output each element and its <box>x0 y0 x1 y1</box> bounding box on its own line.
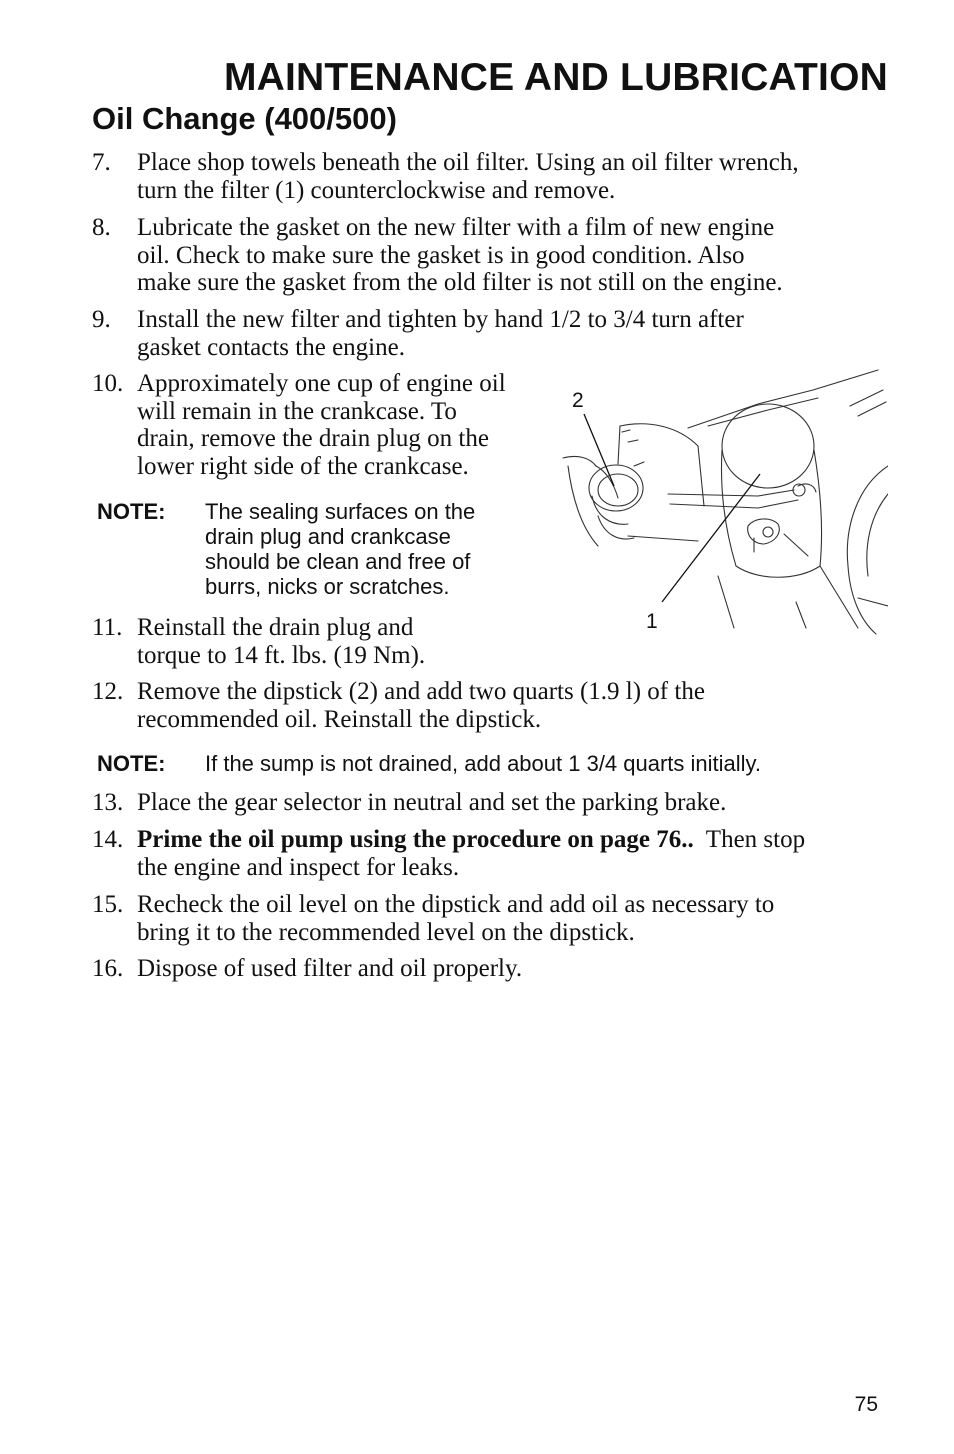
step-7 <box>92 149 799 204</box>
note-sump <box>97 751 761 776</box>
step-13 <box>92 789 726 817</box>
note-label: NOTE: <box>97 499 166 524</box>
step-text-line: will remain in the crankcase. To <box>137 397 457 425</box>
note-text-line: burrs, nicks or scratches. <box>205 574 450 599</box>
step-number: 11. <box>92 614 123 641</box>
step-text-line: Reinstall the drain plug and <box>137 614 414 641</box>
step-text-line: turn the filter (1) counterclockwise and remove. <box>137 176 616 204</box>
callout-label-filter: 1 <box>646 610 658 633</box>
step-14 <box>92 826 805 881</box>
step-15 <box>92 891 774 946</box>
step-text-line: recommended oil. Reinstall the dipstick. <box>137 705 542 733</box>
step-number: 14. <box>92 826 124 853</box>
step-text-line: Lubricate the gasket on the new filter with a film of new engine <box>137 214 775 241</box>
step-16 <box>92 955 522 983</box>
step-number: 16. <box>92 955 124 982</box>
engine-line-art <box>563 370 888 634</box>
callout-2-leader <box>584 414 614 486</box>
page-number: 75 <box>854 1393 878 1416</box>
callout-label-dipstick: 2 <box>572 389 584 412</box>
section-title: Oil Change (400/500) <box>92 101 397 136</box>
step-text-line: Approximately one cup of engine oil <box>137 370 506 397</box>
step-number: 10. <box>92 370 124 397</box>
step-12 <box>92 678 705 733</box>
chapter-title: MAINTENANCE AND LUBRICATION <box>223 56 888 99</box>
step-number: 7. <box>92 149 111 176</box>
step-text-line: Place shop towels beneath the oil filter. Using an oil filter wrench, <box>137 149 799 176</box>
step-bold-text: Prime the oil pump using the procedure on page 76.. <box>137 826 694 853</box>
step-text-line: Remove the dipstick (2) and add two quarts (1.9 l) of the <box>137 678 705 705</box>
callout-1-leader <box>662 474 760 602</box>
step-text-line: oil. Check to make sure the gasket is in good condition. Also <box>137 241 745 269</box>
step-number: 15. <box>92 891 124 918</box>
step-text-segment: Then stop <box>693 826 806 853</box>
step-text-line: make sure the gasket from the old filter is not still on the engine. <box>137 269 783 296</box>
dipstick-cap-shape <box>589 465 643 511</box>
note-text-line: drain plug and crankcase <box>205 524 451 549</box>
note-text-line: The sealing surfaces on the <box>205 499 476 524</box>
step-number: 13. <box>92 789 124 816</box>
step-number: 9. <box>92 306 111 333</box>
step-number: 8. <box>92 214 111 241</box>
step-text-line: Place the gear selector in neutral and set the parking brake. <box>137 789 727 816</box>
note-text-line: If the sump is not drained, add about 1 3/4 quarts initially. <box>205 751 762 776</box>
step-number: 12. <box>92 678 124 705</box>
step-text-line: Install the new filter and tighten by hand 1/2 to 3/4 turn after <box>137 306 744 333</box>
step-text-line: Dispose of used filter and oil properly. <box>137 955 523 982</box>
note-label: NOTE: <box>97 751 166 776</box>
step-text-line: drain, remove the drain plug on the <box>137 425 489 452</box>
step-text-line: torque to 14 ft. lbs. (19 Nm). <box>137 641 426 669</box>
step-8 <box>92 214 783 297</box>
step-11 <box>92 614 425 669</box>
step-9 <box>92 306 744 361</box>
step-10 <box>92 370 506 480</box>
step-text-line: Recheck the oil level on the dipstick and add oil as necessary to <box>137 891 775 918</box>
step-text-line: bring it to the recommended level on the dipstick. <box>137 918 635 946</box>
step-text-line: the engine and inspect for leaks. <box>137 853 460 881</box>
note-text-line: should be clean and free of <box>205 549 471 574</box>
step-text-line: lower right side of the crankcase. <box>137 452 469 480</box>
oil-filter-shape <box>722 404 814 488</box>
note-sealing-surfaces <box>97 499 475 599</box>
engine-oil-filter-illustration <box>558 366 888 636</box>
step-text-line: gasket contacts the engine. <box>137 333 405 361</box>
